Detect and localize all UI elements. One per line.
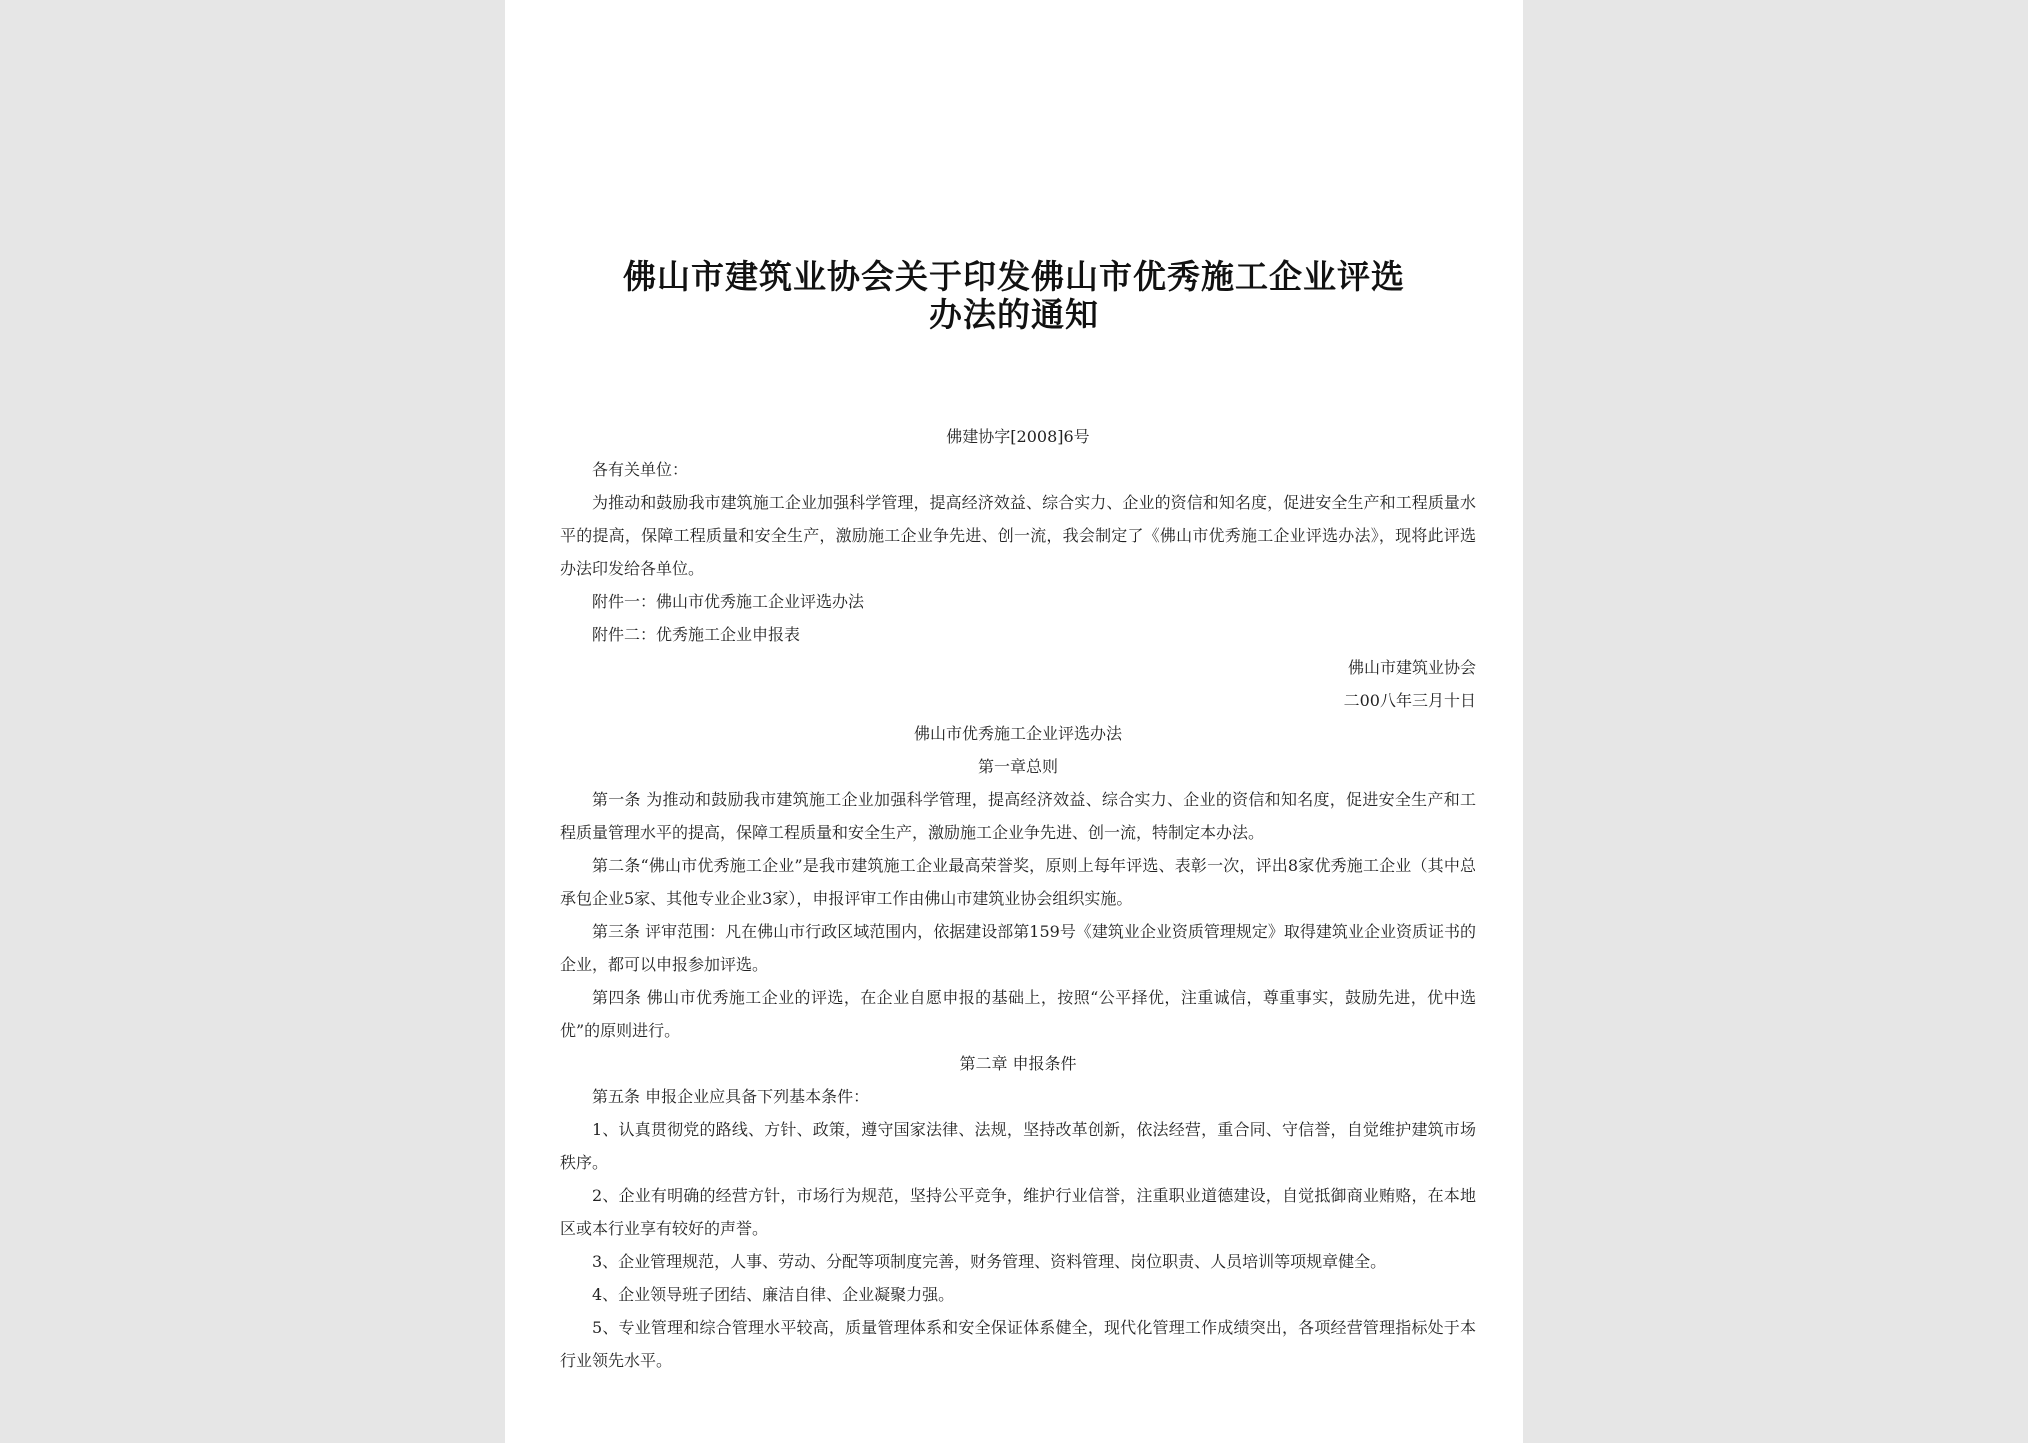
chapter-1-heading: 第一章总则 (977, 757, 1058, 776)
condition-item-4: 4、企业领导班子团结、廉洁自律、企业凝聚力强。 (592, 1285, 955, 1304)
issuer-signature: 佛山市建筑业协会 (1347, 658, 1476, 677)
condition-item-3: 3、企业管理规范，人事、劳动、分配等项制度完善，财务管理、资料管理、岗位职责、人员培训等项规章健全。 (592, 1252, 1387, 1271)
article-1: 第一条 为推动和鼓励我市建筑施工企业加强科学管理，提高经济效益、综合实力、企业的资信和知名度，促进安全生产和工程质量管理水平的提高，保障工程质量和安全生产，激励施工企业争先进、创一流，特制定本办法。 (560, 790, 1476, 842)
condition-item-2: 2、企业有明确的经营方针，市场行为规范，坚持公平竞争，维护行业信誉，注重职业道德建设，自觉抵御商业贿赂，在本地区或本行业享有较好的声誉。 (560, 1186, 1476, 1238)
attachment-1: 附件一：佛山市优秀施工企业评选办法 (592, 592, 865, 611)
measures-title: 佛山市优秀施工企业评选办法 (913, 724, 1122, 743)
document-title-line-2: 办法的通知 (929, 295, 1099, 334)
attachment-2: 附件二：优秀施工企业申报表 (592, 625, 801, 644)
document-title (505, 258, 1523, 334)
article-3: 第三条 评审范围：凡在佛山市行政区域范围内，依据建设部第159号《建筑业企业资质管理规定》取得建筑业企业资质证书的企业，都可以申报参加评选。 (560, 922, 1476, 974)
chapter-2-heading: 第二章 申报条件 (959, 1054, 1077, 1073)
salutation: 各有关单位： (592, 460, 689, 479)
document-body (560, 420, 1476, 1377)
document-number: 佛建协字[2008]6号 (946, 427, 1090, 446)
document-title-line-1: 佛山市建筑业协会关于印发佛山市优秀施工企业评选 (623, 257, 1405, 296)
article-4: 第四条 佛山市优秀施工企业的评选，在企业自愿申报的基础上，按照“公平择优，注重诚信，尊重事实，鼓励先进，优中选优”的原则进行。 (560, 988, 1476, 1040)
document-page (505, 0, 1523, 1443)
condition-item-1: 1、认真贯彻党的路线、方针、政策，遵守国家法律、法规，坚持改革创新，依法经营，重合同、守信誉，自觉维护建筑市场秩序。 (560, 1120, 1476, 1172)
article-2: 第二条“佛山市优秀施工企业”是我市建筑施工企业最高荣誉奖，原则上每年评选、表彰一次，评出8家优秀施工企业（其中总承包企业5家、其他专业企业3家），申报评审工作由佛山市建筑业协会组织实施。 (560, 856, 1476, 908)
condition-item-5: 5、专业管理和综合管理水平较高，质量管理体系和安全保证体系健全，现代化管理工作成绩突出，各项经营管理指标处于本行业领先水平。 (560, 1318, 1476, 1370)
intro-paragraph: 为推动和鼓励我市建筑施工企业加强科学管理，提高经济效益、综合实力、企业的资信和知名度，促进安全生产和工程质量水平的提高，保障工程质量和安全生产，激励施工企业争先进、创一流，我会制定了《佛山市优秀施工企业评选办法》，现将此评选办法印发给各单位。 (560, 493, 1476, 578)
article-5: 第五条 申报企业应具备下列基本条件： (592, 1087, 870, 1106)
issue-date: 二00八年三月十日 (1343, 691, 1476, 710)
